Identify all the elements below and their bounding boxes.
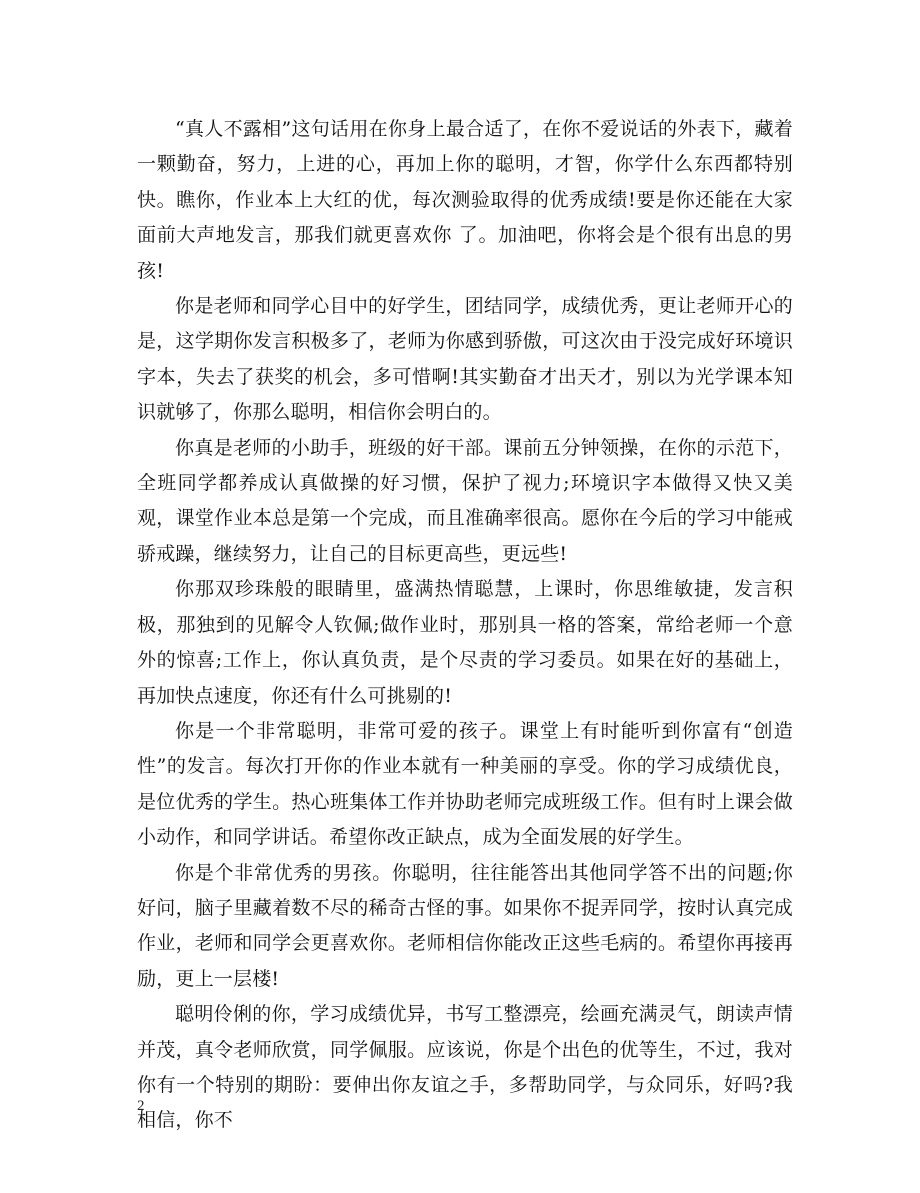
page-number: 2 <box>137 1098 145 1114</box>
paragraph-3: 你真是老师的小助手，班级的好干部。课前五分钟领操，在你的示范下，全班同学都养成认真做操的好习惯，保护了视力;环境识字本做得又快又美观，课堂作业本总是第一个完成，而且准确率很高。愿你在今后的学习中能戒骄戒躁，继续努力，让自己的目标更高些，更远些! <box>137 436 793 565</box>
paragraph-6: 你是个非常优秀的男孩。你聪明，往往能答出其他同学答不出的问题;你好问，脑子里藏着数不尽的稀奇古怪的事。如果你不捉弄同学，按时认真完成作业，老师和同学会更喜欢你。老师相信你能改正这些毛病的。希望你再接再励，更上一层楼! <box>137 861 793 990</box>
paragraph-2: 你是老师和同学心目中的好学生，团结同学，成绩优秀，更让老师开心的是，这学期你发言积极多了，老师为你感到骄傲，可这次由于没完成好环境识字本，失去了获奖的机会，多可惜啊!其实勤奋才出天才，别以为光学课本知识就够了，你那么聪明，相信你会明白的。 <box>137 295 793 424</box>
document-body <box>137 112 793 1139</box>
paragraph-5: 你是一个非常聪明，非常可爱的孩子。课堂上有时能听到你富有“创造性”的发言。每次打开你的作业本就有一种美丽的享受。你的学习成绩优良，是位优秀的学生。热心班集体工作并协助老师完成班级工作。但有时上课会做小动作，和同学讲话。希望你改正缺点，成为全面发展的好学生。 <box>137 719 793 849</box>
paragraph-4: 你那双珍珠般的眼睛里，盛满热情聪慧，上课时，你思维敏捷，发言积极，那独到的见解令人钦佩;做作业时，那别具一格的答案，常给老师一个意外的惊喜;工作上，你认真负责，是个尽责的学习委员。如果在好的基础上，再加快点速度，你还有什么可挑剔的! <box>137 578 793 707</box>
paragraph-1: “真人不露相”这句话用在你身上最合适了，在你不爱说话的外表下，藏着一颗勤奋，努力，上进的心，再加上你的聪明，才智，你学什么东西都特别快。瞧你，作业本上大红的优，每次测验取得的优秀成绩!要是你还能在大家面前大声地发言，那我们就更喜欢你 了。加油吧，你将会是个很有出息的男孩! <box>137 118 793 282</box>
paragraph-7: 聪明伶俐的你，学习成绩优异，书写工整漂亮，绘画充满灵气，朗读声情并茂，真令老师欣赏，同学佩服。应该说，你是个出色的优等生，不过，我对你有一个特别的期盼：要伸出你友谊之手，多帮助同学，与众同乐，好吗?我相信，你不 <box>137 1003 793 1132</box>
